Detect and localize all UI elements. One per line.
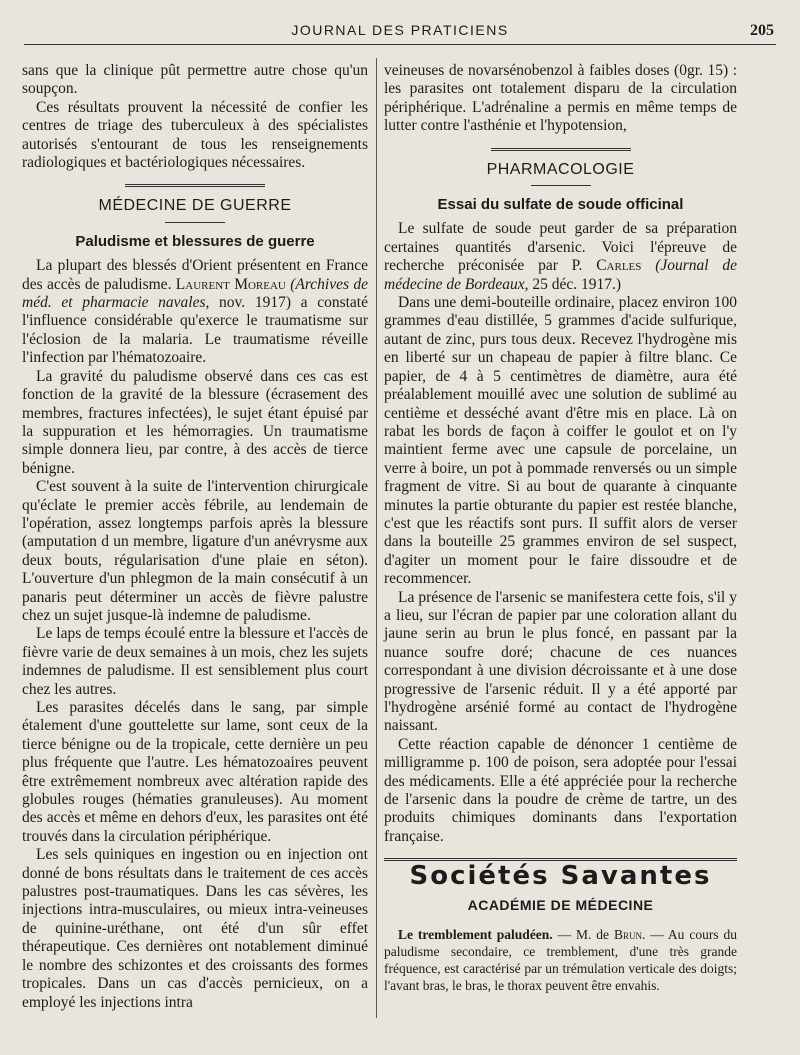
source-citation: (Journal de médecine de Bordeaux bbox=[384, 257, 738, 293]
academie-heading: ACADÉMIE DE MÉDECINE bbox=[467, 896, 654, 913]
section-heading: PHARMACOLOGIE bbox=[486, 160, 635, 178]
text-run: , 25 déc. 1917.) bbox=[524, 275, 622, 293]
paragraph bbox=[22, 257, 368, 367]
text-run: La plupart des blessés d'Orient présentent en France des accès de paludisme. bbox=[22, 257, 368, 293]
author-name: Carles bbox=[596, 257, 642, 275]
text-run: — M. de bbox=[552, 927, 614, 943]
section-divider bbox=[125, 184, 265, 187]
paragraph: sans que la clinique pût permettre autre chose qu'un soupçon. bbox=[22, 62, 368, 98]
column-divider bbox=[376, 58, 377, 1018]
left-column bbox=[22, 62, 368, 1012]
paragraph: La gravité du paludisme observé dans ces cas est fonction de la gravité de la blessure (écrasement des membres, fractures infectées), le sujet étant épuisé par la suppuration et les hémorragies. Un traumatisme simple donnera lieu, par contre, à des accès de tierce bénigne. bbox=[22, 367, 368, 477]
paragraph bbox=[384, 926, 737, 994]
paragraph: Les parasites décelés dans le sang, par simple étalement d'une gouttelette sur lame, sont ceux de la tierce bénigne ou de la tropicale, cette dernière un peu plus fréquente que l'autre. Les hématozoaires peuvent être extrêmement nombreux avec altération rapide des globules rouges (hématies granuleuses). Au moment des accès et même en dehors d'eux, les parasites ont été trouvés dans la circulation périphérique. bbox=[22, 699, 368, 845]
article-title: Paludisme et blessures de guerre bbox=[75, 232, 315, 250]
author-name: Brun bbox=[613, 927, 642, 943]
right-column bbox=[384, 62, 737, 994]
paragraph: Ces résultats prouvent la nécessité de confier les centres de triage des tuberculeux à des spécialistes autorisés s'entourant de tous les renseignements radiologiques et bactériologiques nécessaires. bbox=[22, 98, 368, 172]
source-citation: (Archives de méd. et pharmacie navales bbox=[22, 275, 368, 312]
societes-savantes-heading: Sociétés Savantes bbox=[409, 861, 712, 892]
paragraph: veineuses de novarsénobenzol à faibles doses (0gr. 15) : les parasites ont totalement disparu de la circulation périphérique. L'adrénaline a permis en même temps de lutter contre l'asthénie et l'hypotension, bbox=[384, 62, 737, 135]
page-number: 205 bbox=[750, 22, 774, 39]
text-run: Le sulfate de soude peut garder de sa préparation certaines quantités d'arsenic. Voici l'épreuve de recherche préconisée par P. bbox=[384, 220, 737, 275]
section-divider bbox=[491, 148, 631, 151]
paragraph: Dans une demi-bouteille ordinaire, placez environ 100 grammes d'eau distillée, 5 grammes d'acide sulfurique, autant de zinc, purs tous deux. Recevez l'hydrogène mis en liberté sur un chapeau de papier à filtre blanc. Ce papier, de 4 à 5 centimètres de diamètre, aura été préalablement mouillé avec une solution de sublimé au centième et desséché avant d'être mis en place. Là on rabat les bords de façon à coiffer le goulot et on l'y maintient ferme avec une capsule de porcelaine, un verre à boire, un pot à pommade renversés ou un simple fragment de vitre. Si au bout de quarante à cinquante minutes la partie obturante du papier est restée blanche, c'est que les réactifs sont purs. Il suffit alors de verser dans la bouteille 25 grammes environ de sel suspect, d'agiter un moment pour le faire dissoudre et de recommencer. bbox=[384, 294, 737, 588]
running-header bbox=[24, 22, 776, 45]
paragraph: C'est souvent à la suite de l'intervention chirurgicale qu'éclate le premier accès fébrile, au lendemain de l'opération, assez longtemps parfois après la blessure (amputation d un membre, ligature d'un anévrysme aux deux bouts, régularisation d'une plaie en séton). L'ouverture d'un phlegmon de la main consécutif à un panaris peut déterminer un accès de fièvre palustre chez un sujet jusque-là indemne de paludisme. bbox=[22, 478, 368, 624]
paragraph bbox=[384, 220, 737, 294]
text-run: , nov. 1917) a constaté l'influence considérable qu'exerce le traumatisme sur l'éclosion de la malaria. Le traumatisme réveille l'infection par l'hématozoaire. bbox=[22, 294, 368, 367]
article-title: Essai du sulfate de soude officinal bbox=[437, 196, 684, 214]
section-heading: MÉDECINE DE GUERRE bbox=[98, 197, 292, 215]
short-divider bbox=[531, 185, 591, 186]
journal-title: JOURNAL DES PRATICIENS bbox=[291, 22, 509, 38]
paragraph: Le laps de temps écoulé entre la blessure et l'accès de fièvre varie de deux semaines à un mois, chez les sujets indemnes de paludisme. Il est sensiblement plus court chez les autres. bbox=[22, 625, 368, 698]
paragraph: Les sels quiniques en ingestion ou en injection ont donné de bons résultats dans le traitement de ces accès palustres post-traumatiques. Dans les cas sévères, les injections intra-musculaires, ou mieux intra-veineuses de quinine-uréthane, ont été d'un sûr effet thérapeutique. Ces dernières ont notablement diminué le nombre des schizontes et des croissants des formes tropicales. Dans un cas d'accès pernicieux, on a employé les injections intra bbox=[22, 846, 368, 1011]
lead-title: Le tremblement paludéen. bbox=[398, 927, 553, 943]
paragraph: La présence de l'arsenic se manifestera cette fois, s'il y a lieu, sur l'écran de papier par une coloration allant du jaune serin au brun le plus foncé, en passant par la nuance soufre doré; chacune de ces nuances correspondant à une division décroissante et à une dose progressive de l'arsenic réduit. Il y a été apporté par l'hydrogène arsénié formé au contact de l'hydrogène naissant. bbox=[384, 588, 737, 735]
author-name: Laurent Moreau bbox=[175, 275, 286, 293]
paragraph: Cette réaction capable de dénoncer 1 centième de milligramme p. 100 de poison, sera adoptée pour l'essai des médicaments. Elle a été appréciée pour la recherche de l'arsenic dans la poudre de crème de tartre, un des produits chimiques dominants dans l'exportation française. bbox=[384, 735, 737, 845]
text-run: . — Au cours du paludisme secondaire, ce tremblement, d'une très grande fréquence, est caractérisé par un trémulation verticale des doigts; l'avant bras, le bras, le thorax peuvent être envahis. bbox=[384, 927, 737, 994]
short-divider bbox=[165, 222, 225, 223]
